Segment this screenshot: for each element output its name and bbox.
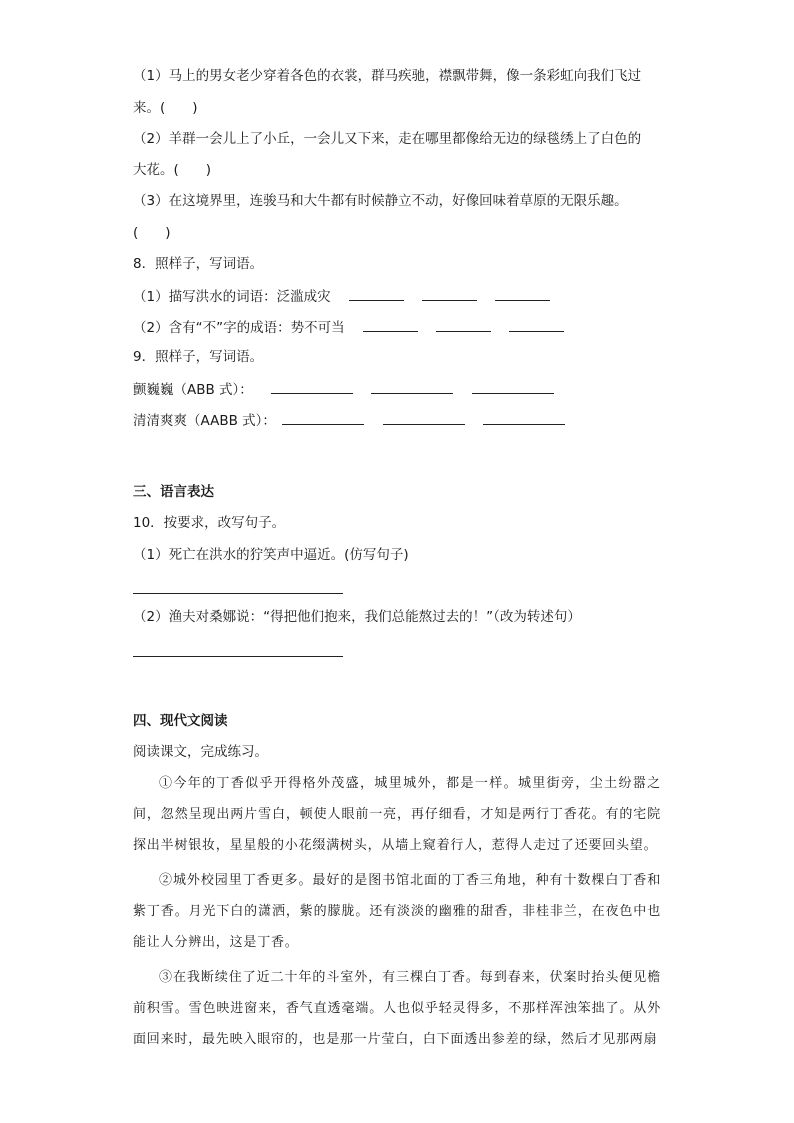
answer-blank[interactable] bbox=[422, 286, 477, 301]
q9-item-2-text: 清清爽爽（AABB 式）： bbox=[133, 413, 276, 429]
passage-paragraph-2: ②城外校园里丁香更多。最好的是图书馆北面的丁香三角地，种有十数棵白丁香和紫丁香。月光下白的潇洒，紫的朦胧。还有淡淡的幽雅的甜香，非桂非兰，在夜色中也能让人分辨出，这是丁香。 bbox=[133, 873, 661, 950]
section-4-heading: 四、现代文阅读 bbox=[133, 713, 228, 729]
answer-blank[interactable] bbox=[472, 379, 554, 394]
q7-s3-line1: （3）在这境界里，连骏马和大牛都有时候静立不动，好像回味着草原的无限乐趣。 bbox=[133, 193, 628, 209]
q7-s1-line2: 来。( ) bbox=[133, 100, 198, 116]
q8-item-2 bbox=[133, 317, 564, 338]
answer-blank[interactable] bbox=[495, 286, 550, 301]
q9-item-1 bbox=[133, 379, 554, 400]
q7-s1-line1: （1）马上的男女老少穿着各色的衣裳，群马疾驰，襟飘带舞，像一条彩虹向我们飞过 bbox=[133, 68, 642, 84]
q7-s2-line2: 大花。( ) bbox=[133, 162, 212, 178]
answer-blank[interactable] bbox=[509, 317, 564, 332]
answer-blank[interactable] bbox=[282, 410, 364, 425]
reading-passage bbox=[133, 768, 661, 1055]
q10-item-1: （1）死亡在洪水的狞笑声中逼近。(仿写句子) bbox=[133, 547, 409, 563]
q8-item-1 bbox=[133, 286, 550, 307]
reading-intro: 阅读课文，完成练习。 bbox=[133, 744, 268, 760]
passage-paragraph-1: ①今年的丁香似乎开得格外茂盛，城里城外，都是一样。城里街旁，尘土纷嚣之间，忽然呈现出两片雪白，顿使人眼前一亮，再仔细看，才知是两行丁香花。有的宅院探出半树银妆，星星般的小花缀满树头，从墙上窥着行人，惹得人走过了还要回头望。 bbox=[133, 776, 661, 853]
q8-title: 8．照样子，写词语。 bbox=[133, 256, 264, 272]
q9-item-1-text: 颤巍巍（ABB 式）： bbox=[133, 382, 253, 398]
answer-line[interactable] bbox=[133, 655, 343, 657]
q7-s2-line1: （2）羊群一会儿上了小丘，一会儿又下来，走在哪里都像给无边的绿毯绣上了白色的 bbox=[133, 131, 642, 147]
q10-item-2: （2）渔夫对桑娜说：“得把他们抱来，我们总能熬过去的！”（改为转述句） bbox=[133, 609, 581, 625]
answer-blank[interactable] bbox=[371, 379, 453, 394]
section-3-heading: 三、语言表达 bbox=[133, 484, 214, 500]
answer-line[interactable] bbox=[133, 592, 343, 594]
answer-blank[interactable] bbox=[271, 379, 353, 394]
answer-blank[interactable] bbox=[483, 410, 565, 425]
q7-s3-line2: ( ) bbox=[133, 225, 171, 241]
q10-title: 10．按要求，改写句子。 bbox=[133, 515, 286, 531]
answer-blank[interactable] bbox=[363, 317, 418, 332]
q8-item-2-text: （2）含有“不”字的成语：势不可当 bbox=[133, 320, 345, 336]
q9-title: 9．照样子，写词语。 bbox=[133, 349, 264, 365]
answer-blank[interactable] bbox=[436, 317, 491, 332]
answer-blank[interactable] bbox=[383, 410, 465, 425]
q8-item-1-text: （1）描写洪水的词语：泛滥成灾 bbox=[133, 289, 331, 305]
passage-paragraph-3: ③在我断续住了近二十年的斗室外，有三棵白丁香。每到春来，伏案时抬头便见檐前积雪。雪色映进窗来，香气直透毫端。人也似乎轻灵得多，不那样浑浊笨拙了。从外面回来时，最先映入眼帘的，也是那一片莹白，白下面透出参差的绿，然后才见那两扇 bbox=[133, 970, 661, 1047]
q9-item-2 bbox=[133, 410, 565, 431]
answer-blank[interactable] bbox=[349, 286, 404, 301]
